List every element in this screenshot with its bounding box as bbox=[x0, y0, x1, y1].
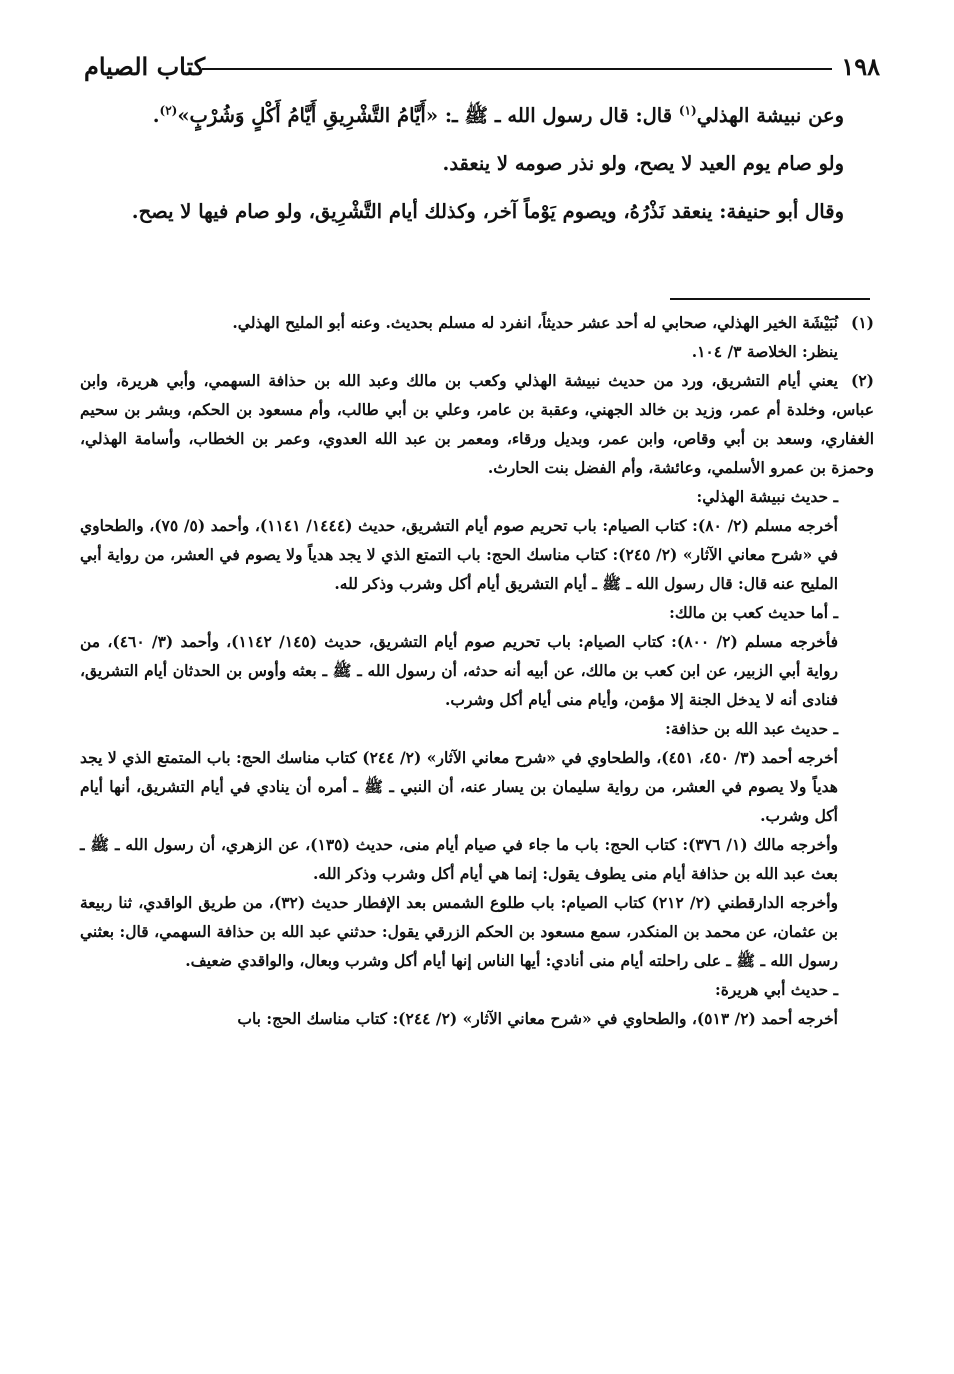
page-header bbox=[84, 52, 880, 92]
hadith-kaab-text: فأخرجه مسلم (٢/ ٨٠٠): كتاب الصيام: باب تحريم صوم أيام التشريق، حديث (١٤٥/ ١١٤٢)، وأحمد (٣/ ٤٦٠)، من رواية أبي الزبير، عن ابن كعب بن مالك، عن أبيه أنه حدثه، أن رسول الله ـ ﷺ ـ بعثه وأوس بن الحدثان أيام التشريق، فنادى أنه لا يدخل الجنة إلا مؤمن، وأيام منى أيام أكل وشرب. bbox=[80, 632, 838, 709]
footnote-ref-1: (١) bbox=[678, 103, 697, 118]
footnote-2: (٢)يعني أيام التشريق، ورد من حديث نبيشة الهذلي وكعب بن مالك وعبد الله بن حذافة السهمي، وأبي هريرة، وابن عباس، وخلدة أم عمر، وزيد بن خالد الجهني، وعقبة بن عامر، وعلي بن أبي طالب، وأم مسعود بن الحكم، وبشر بن سحيم الغفاري، وسعد بن أبي وقاص، وابن عمر، وبديل ورقاء، ومعمر بن عبد الله العدوي، وعمر بن الخطاب، وأسامة الهذلي، وحمزة بن عمرو الأسلمي، وعائشة، وأم الفضل بنت الحارث. bbox=[80, 366, 874, 482]
hadith-nubaysha-text: أخرجه مسلم (٢/ ٨٠): كتاب الصيام: باب تحريم صوم أيام التشريق، حديث (١٤٤٤/ ١١٤١)، وأحمد (٥/ ٧٥)، والطحاوي في «شرح معاني الآثار» (٢/ ٢٤٥): كتاب مناسك الحج: باب التمتع الذي لا يجد هدياً ولا يصوم في العشر، من رواية أبي المليح عنه قال: قال رسول الله ـ ﷺ ـ أيام التشريق أيام أكل وشرب وذكر لله. bbox=[80, 516, 838, 593]
footnote-1: (١)نُبَيْشَة الخير الهذلي، صحابي له أحد عشر حديثاً، انفرد له مسلم بحديث. وعنه أبو المليح الهذلي. bbox=[80, 308, 874, 337]
hadith-hudhafa-title: ـ حديث عبد الله بن حذافة: bbox=[665, 719, 838, 738]
hadith-kaab-title: ـ أما حديث كعب بن مالك: bbox=[669, 603, 838, 622]
hadith-hudhafa-daraqutni: وأخرجه الدارقطني (٢/ ٢١٢) كتاب الصيام: باب طلوع الشمس بعد الإفطار حديث (٣٢)، من طريق الواقدي، ثنا ربيعة بن عثمان، عن محمد بن المنكدر، سمع مسعود بن الحكم الزرقي يقول: حدثني عبد الله بن حذافة السهمي، قال: بعثني رسول الله ـ ﷺ ـ على راحلته أيام منى أنادي: أيها الناس إنها أيام أكل وشرب وبعال، والواقدي ضعيف. bbox=[80, 893, 838, 970]
footnote-1-mark: (١) bbox=[850, 313, 874, 332]
hadith-hudhafa-text: أخرجه أحمد (٣/ ٤٥٠، ٤٥١)، والطحاوي في «شرح معاني الآثار» (٢/ ٢٤٤) كتاب مناسك الحج: باب المتمتع الذي لا يجد هدياً ولا يصوم في العشر، من رواية سليمان بن يسار عنه، أن النبي ـ ﷺ ـ أمره أن ينادي في أيام التشريق، أنها أيام أكل وشرب. bbox=[80, 748, 838, 825]
page-number: ١٩٨ bbox=[841, 52, 880, 81]
main-paragraph-3: وقال أبو حنيفة: ينعقد نَذْرُهُ، ويصوم يَوْماً آخر، وكذلك أيام التَّشْرِيق، ولو صام فيها لا يصح. bbox=[131, 200, 844, 223]
running-title: كتاب الصيام bbox=[84, 52, 206, 81]
footnote-ref-2: (٢) bbox=[159, 103, 178, 118]
hadith-hudhafa-malik: وأخرجه مالك (١/ ٣٧٦): كتاب الحج: باب ما جاء في صيام أيام منى، حديث (١٣٥)، عن الزهري، أن رسول الله ـ ﷺ ـ بعث عبد الله بن حذافة أيام منى يطوف يقول: إنما هي أيام أكل وشرب وذكر الله. bbox=[80, 835, 838, 883]
header-rule bbox=[202, 68, 832, 70]
hadith-nubaysha-title: ـ حديث نبيشة الهذلي: bbox=[696, 487, 838, 506]
footnotes bbox=[80, 308, 874, 1033]
footnote-separator bbox=[670, 298, 870, 300]
footnote-2-mark: (٢) bbox=[850, 371, 874, 390]
main-paragraph-1: وعن نبيشة الهذلي$^{(١)}$ قال: قال رسول الله ـ ﷺ ـ: «أَيَّامُ التَّشْرِيقِ أَيَّامُ أَكْلٍ وَشُرْبٍ»$^{(٢)}$. bbox=[152, 103, 844, 127]
hadith-abu-hurayra-title: ـ حديث أبي هريرة: bbox=[715, 980, 838, 999]
main-paragraph-2: ولو صام يوم العيد لا يصح، ولو نذر صومه لا ينعقد. bbox=[442, 152, 844, 175]
footnote-1-source: ينظر: الخلاصة ٣/ ١٠٤. bbox=[691, 342, 838, 361]
main-text bbox=[84, 92, 874, 236]
hadith-abu-hurayra-text: أخرجه أحمد (٢/ ٥١٣)، والطحاوي في «شرح معاني الآثار» (٢/ ٢٤٤): كتاب مناسك الحج: باب bbox=[237, 1009, 838, 1028]
